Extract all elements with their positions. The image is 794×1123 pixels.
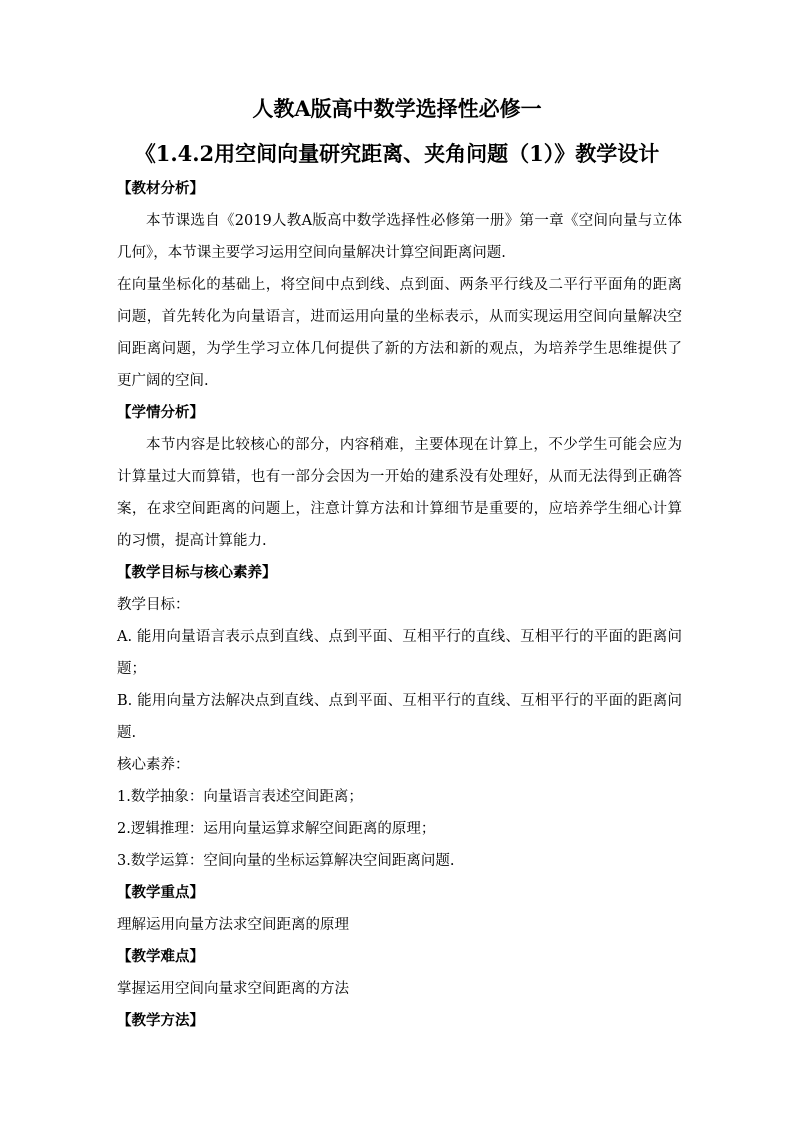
- section-heading-method: 【教学方法】: [117, 1012, 204, 1029]
- student-analysis-paragraph: 本节内容是比较核心的部分，内容稍难，主要体现在计算上，不少学生可能会应为计算量过大而算错，也有一部分会因为一开始的建系没有处理好，从而无法得到正确答案，在求空间距离的问题上，注意计算方法和计算细节是重要的，应培养学生细心计算的习惯，提高计算能力.: [117, 437, 682, 549]
- core-literacy-item-2: 2.逻辑推理：运用向量运算求解空间距离的原理；: [117, 821, 436, 837]
- core-literacy-item-1: 1.数学抽象：向量语言表述空间距离；: [117, 789, 363, 805]
- section-heading-material-analysis: 【教材分析】: [117, 180, 204, 197]
- material-analysis-paragraph-2: 在向量坐标化的基础上，将空间中点到线、点到面、两条平行线及二平行平面角的距离问题，首先转化为向量语言，进而运用向量的坐标表示，从而实现运用空间向量解决空间距离问题，为学生学习立体几何提供了新的方法和新的观点，为培养学生思维提供了更广阔的空间.: [117, 277, 682, 389]
- document-title: 人教A版高中数学选择性必修一: [252, 96, 542, 121]
- section-heading-key-point: 【教学重点】: [117, 884, 204, 901]
- difficulty-text: 掌握运用空间向量求空间距离的方法: [117, 981, 349, 997]
- core-literacy-item-3: 3.数学运算：空间向量的坐标运算解决空间距离问题.: [117, 853, 455, 869]
- material-analysis-paragraph-1: 本节课选自《2019人教A版高中数学选择性必修第一册》第一章《空间向量与立体几何》，本节课主要学习运用空间向量解决计算空间距离问题.: [117, 213, 682, 261]
- section-heading-student-analysis: 【学情分析】: [117, 404, 204, 421]
- section-heading-difficulty: 【教学难点】: [117, 948, 204, 965]
- key-point-text: 理解运用向量方法求空间距离的原理: [117, 917, 349, 933]
- document-body: [117, 173, 682, 1037]
- section-heading-goals: 【教学目标与核心素养】: [117, 564, 277, 581]
- document-subtitle: 《1.4.2用空间向量研究距离、夹角问题（1）》教学设计: [134, 141, 660, 166]
- goal-a: A. 能用向量语言表示点到直线、点到平面、互相平行的直线、互相平行的平面的距离问题；: [117, 629, 682, 677]
- goal-b: B. 能用向量方法解决点到直线、点到平面、互相平行的直线、互相平行的平面的距离问题.: [117, 693, 682, 741]
- goals-label: 教学目标：: [117, 597, 190, 613]
- core-literacy-label: 核心素养：: [117, 757, 190, 773]
